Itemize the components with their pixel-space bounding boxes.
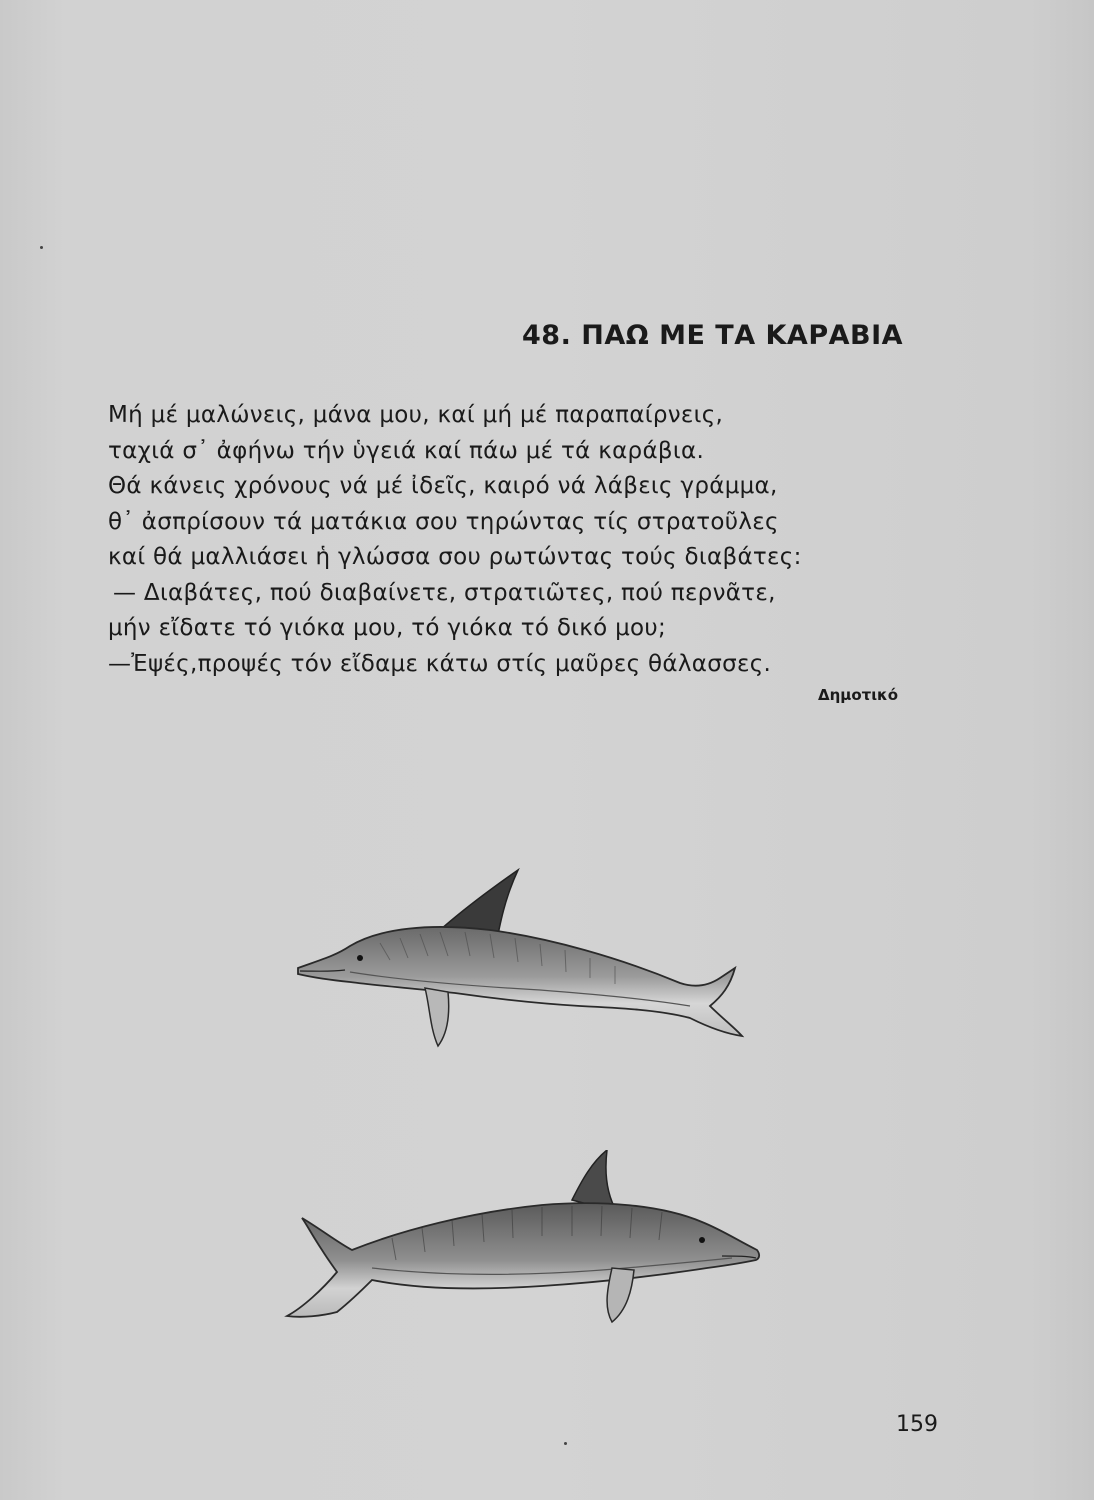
poem-attribution: Δημοτικό (818, 686, 899, 704)
poem-line: θ᾽ ἀσπρίσουν τά ματάκια σου τηρώντας τίς στρατοῦλες (108, 508, 779, 535)
poem-line: ταχιά σ᾽ ἀφήνω τήν ὑγειά καί πάω μέ τά καράβια. (108, 437, 705, 464)
poem-line: καί θά μαλλιάσει ἡ γλώσσα σου ρωτώντας τούς διαβάτες: (108, 544, 802, 570)
poem-line: —Ἐψές,προψές τόν εἴδαμε κάτω στίς μαῦρες θάλασσες. (108, 650, 772, 677)
poem-body (108, 398, 928, 682)
poem-title: 48. ΠΑΩ ΜΕ ΤΑ ΚΑΡΑΒΙΑ (522, 320, 904, 351)
poem-line: Μή μέ μαλώνεις, μάνα μου, καί μή μέ παραπαίρνεις, (108, 402, 724, 428)
dolphin-icon (282, 1150, 782, 1330)
poem-line: μήν εἴδατε τό γιόκα μου, τό γιόκα τό δικό μου; (108, 615, 667, 641)
scan-speck (564, 1442, 567, 1445)
dolphin-icon (290, 868, 790, 1068)
poem-line: — Διαβάτες, πού διαβαίνετε, στρατιῶτες, πού περνᾶτε, (113, 579, 776, 606)
scan-speck (40, 246, 43, 249)
poem-line: Θά κάνεις χρόνους νά μέ ἰδεῖς, καιρό νά λάβεις γράμμα, (108, 473, 778, 499)
page-number: 159 (896, 1412, 938, 1437)
